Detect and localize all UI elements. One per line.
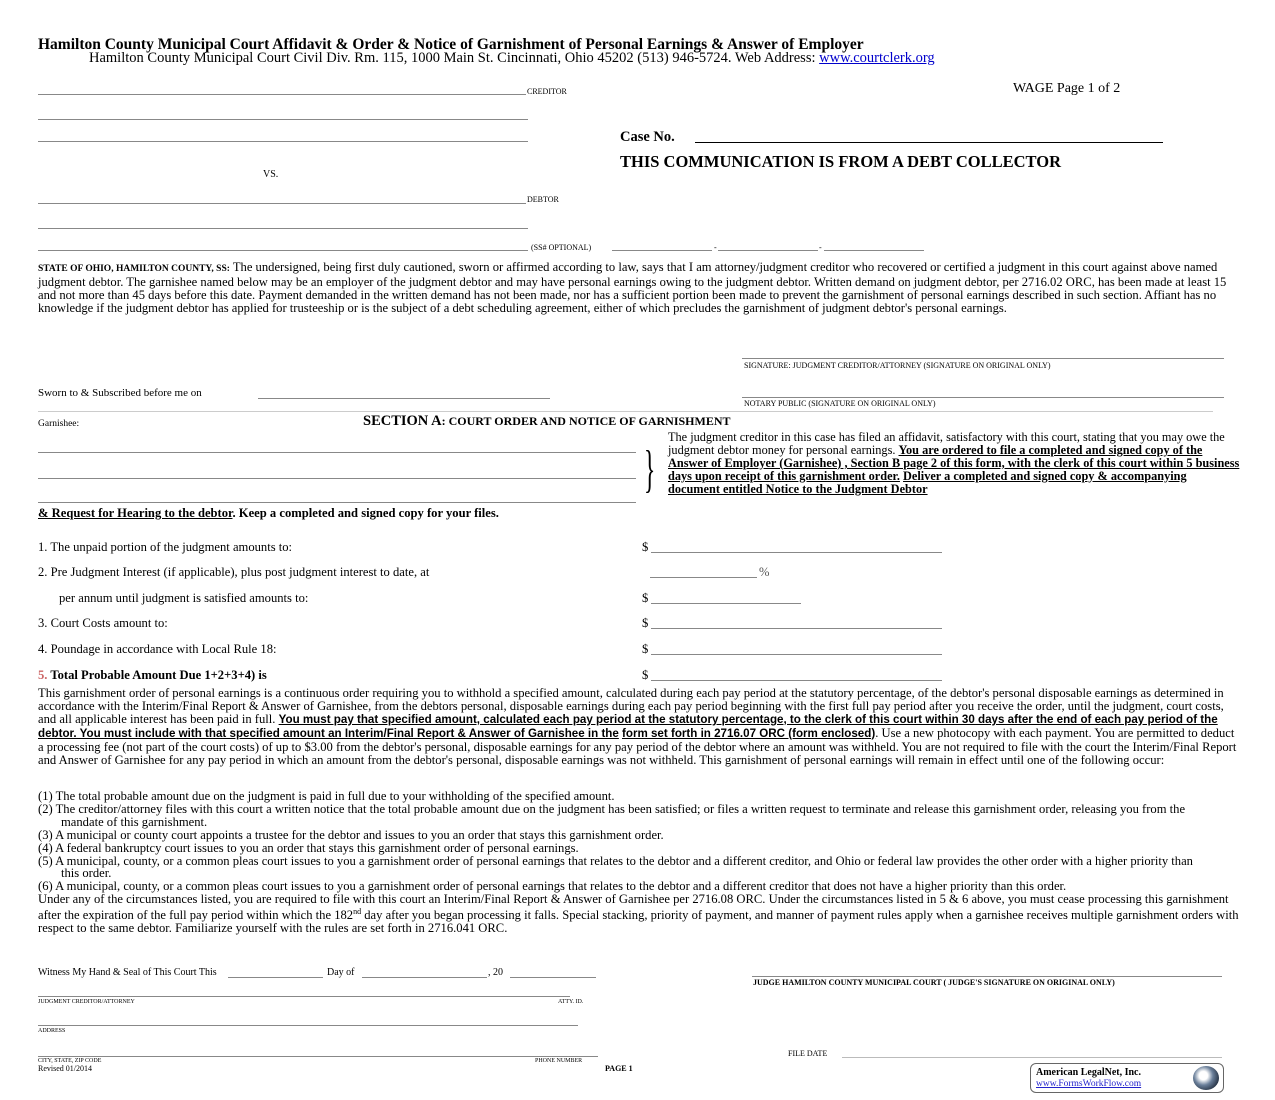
request-for-hearing: & Request for Hearing to the debtor [38, 506, 233, 520]
address-line[interactable] [38, 1025, 578, 1026]
court-web-link[interactable]: www.courtclerk.org [819, 50, 935, 66]
vs-label: VS. [263, 169, 279, 180]
closing-text [38, 893, 1243, 935]
ss-dash-1: - [714, 243, 717, 252]
section-a-title [363, 413, 731, 430]
closing-sup: nd [353, 907, 362, 917]
notary-label: NOTARY PUBLIC (SIGNATURE ON ORIGINAL ONLY) [744, 399, 936, 408]
debtor-line[interactable] [38, 203, 526, 204]
notary-signature-line[interactable] [742, 397, 1224, 398]
ss-field-3[interactable] [824, 250, 924, 251]
condition-5: (5) A municipal, county, or a common pleas court issues to you a garnishment order of personal earnings that relates to the debtor and a different creditor, and Ohio or federal law provides the other order with a higher priority than this order. [38, 853, 1193, 881]
creditor-line-3[interactable] [38, 141, 528, 142]
vendor-link[interactable]: www.FormsWorkFlow.com [1036, 1079, 1142, 1089]
form-title: Hamilton County Municipal Court Affidavit & Order & Notice of Garnishment of Personal Earnings & Answer of Employer [38, 36, 864, 53]
sworn-label: Sworn to & Subscribed before me on [38, 387, 202, 399]
garnishee-line-2[interactable] [38, 478, 636, 479]
affidavit-body: The undersigned, being first duly cautioned, sworn or affirmed according to law, says that I am attorney/judgment creditor who recovered or certified a judgment in this court against above named judgment debtor. The garnishee named below may be an employer of the judgment debtor and may have personal earnings owing to the judgment debtor. Written demand on judgment debtor, per 2716.02 ORC, has been made at least 15 and not more than 45 days before this date. Payment demanded in the written demand has not been made, nor has a sufficient portion been made to prevent the garnishment of personal earnings described in such section. Affiant has no knowledge if the judgment debtor has applied for trusteeship or is the subject of a debt scheduling agreement, either of which precludes the garnishment of judgment debtor's personal earnings. [38, 260, 1227, 315]
order-p1: This garnishment order of personal earnings is a continuous order requiring you to withhold a specified amount, calculated during each pay period at the statutory percentage, of the debtor's personal disposable earnings as determined in accordance with the Interim/Final Report & Answer of Garnishee, from the debtors personal, disposable earnings during each pay period beginning with the first full pay period after you receive the order, until the judgment, court costs, and all applicable interest has been paid in full. [38, 686, 1224, 726]
order-form-ref: form set forth in 2716.07 ORC (form enclosed) [622, 726, 876, 740]
item-2b-field[interactable] [651, 603, 801, 604]
item-5-field[interactable] [651, 680, 942, 681]
item-5-number: 5. [38, 668, 48, 682]
item-3-label: 3. Court Costs amount to: [38, 616, 168, 630]
witness-day-field[interactable] [228, 977, 323, 978]
debtor-line-2[interactable] [38, 228, 528, 229]
day-of-label: Day of [327, 967, 355, 978]
debtor-label: DEBTOR [527, 195, 559, 204]
judge-signature-line[interactable] [752, 976, 1222, 977]
witness-year-field[interactable] [510, 977, 596, 978]
item-2-percent: % [759, 565, 770, 579]
divider [38, 411, 1213, 412]
address-label: ADDRESS [38, 1028, 66, 1034]
creditor-signature-line[interactable] [742, 358, 1224, 359]
witness-label: Witness My Hand & Seal of This Court This [38, 967, 217, 978]
revised-label: Revised 01/2014 [38, 1064, 92, 1073]
globe-logo-icon [1193, 1066, 1219, 1090]
item-3-field[interactable] [651, 628, 942, 629]
item-4-currency: $ [642, 642, 649, 656]
order-text [38, 687, 1243, 766]
condition-1: (1) The total probable amount due on the judgment is paid in full due to your withholding of the specified amount. [38, 789, 615, 803]
closing-b: day after you began processing it falls. Special stacking, priority of payment, and manner of payment rules apply when a garnishee receives multiple garnishment orders with respect to the same debtor. Familiarize yourself with the rules are set forth in 2716.041 ORC. [38, 908, 1239, 936]
section-a-text [668, 431, 1240, 496]
brace-icon: } [644, 441, 656, 498]
page-number: PAGE 1 [605, 1064, 633, 1073]
city-phone-line[interactable] [38, 1056, 598, 1057]
garnishee-line-3[interactable] [38, 502, 636, 503]
item-4-field[interactable] [651, 654, 942, 655]
form-subtitle [89, 50, 935, 67]
sworn-date-field[interactable] [258, 398, 550, 399]
creditor-line-2[interactable] [38, 119, 528, 120]
judge-label: JUDGE HAMILTON COUNTY MUNICIPAL COURT ( JUDGE'S SIGNATURE ON ORIGINAL ONLY) [753, 978, 1115, 987]
section-a-label: SECTION A [363, 413, 442, 429]
item-3-currency: $ [642, 616, 649, 630]
closing-a: Under any of the circumstances listed, you are required to file with this court an Interim/Final Report & Answer of Garnishee per 2716.08 ORC. Under the circumstances listed in 5 & 6 above, you must cease processing this garnishment after the expiration of the full pay period within which the 182 [38, 892, 1229, 923]
ss-field-1[interactable] [612, 250, 712, 251]
order-must-pay: You must pay that specified amount, calculated each pay period at the statutory percentage, to the clerk of this court within 30 days after the end of each pay period of the debtor. You must include with that specified amount an Interim/Final Report & Answer of Garnishee in the [38, 712, 1218, 740]
section-a-subtitle: : COURT ORDER AND NOTICE OF GARNISHMENT [441, 414, 731, 428]
condition-4: (4) A federal bankruptcy court issues to you an order that stays this garnishment order of personal earnings. [38, 840, 579, 855]
item-2-rate-field[interactable] [650, 577, 757, 578]
request-line [38, 506, 499, 521]
debtor-line-3[interactable] [38, 250, 528, 251]
keep-copy: . Keep a completed and signed copy for your files. [232, 506, 499, 520]
city-label: CITY, STATE, ZIP CODE [38, 1058, 102, 1064]
case-no-label: Case No. [620, 129, 675, 145]
section-a-deliver: Deliver a completed and signed copy & accompanying document entitled Notice to the Judgment Debtor [668, 468, 1187, 496]
item-2b-currency: $ [642, 591, 649, 605]
debt-collector-notice: THIS COMMUNICATION IS FROM A DEBT COLLECTOR [620, 152, 1061, 171]
ss-dash-2: - [819, 243, 822, 252]
order-p1-rest: . Use a new photocopy with each payment. You are permitted to deduct a processing fee (not part of the court costs) of up to $3.00 from the debtor's personal, disposable earnings for any pay period of the debtor where an amount was withheld. You are not required to file with the court the Interim/Final Report and Answer of Garnishee for any pay period in which an amount from the debtor's personal, disposable earnings was not withheld. This garnishment of personal earnings will remain in effect until one of the following occur: [38, 725, 1237, 767]
creditor-label: CREDITOR [527, 87, 567, 96]
year-label: , 20 [488, 967, 503, 978]
garnishee-label: Garnishee: [38, 419, 80, 429]
phone-label: PHONE NUMBER [535, 1058, 583, 1064]
item-2-label: 2. Pre Judgment Interest (if applicable), plus post judgment interest to date, at [38, 565, 430, 579]
item-1-currency: $ [642, 540, 649, 554]
case-no-field[interactable] [695, 142, 1163, 143]
file-date-label: FILE DATE [788, 1049, 828, 1058]
court-address: Hamilton County Municipal Court Civil Div. Rm. 115, 1000 Main St. Cincinnati, Ohio 45202 (513) 946-5724. Web Address: [89, 50, 820, 66]
page-label: WAGE Page 1 of 2 [1013, 81, 1121, 96]
vendor-name: American LegalNet, Inc. [1036, 1067, 1141, 1078]
condition-6: (6) A municipal, county, or a common pleas court issues to you a garnishment order of personal earnings that relates to the debtor and a different creditor that does not have a higher priority than this order. [38, 879, 1067, 894]
item-1-field[interactable] [651, 552, 942, 553]
file-date-field[interactable] [842, 1057, 1222, 1058]
item-5-label [38, 668, 267, 683]
item-5-text: Total Probable Amount Due 1+2+3+4) is [47, 668, 267, 682]
atty-id-label: ATTY. ID. [558, 999, 584, 1005]
section-a-intro: The judgment creditor in this case has filed an affidavit, satisfactory with this court, stating that you may owe the judgment debtor money for personal earnings. [668, 430, 1225, 457]
garnishee-line-1[interactable] [38, 452, 636, 453]
affidavit-text [38, 261, 1243, 315]
witness-month-field[interactable] [362, 977, 487, 978]
creditor-attorney-label: JUDGMENT CREDITOR/ATTORNEY [38, 999, 135, 1005]
creditor-line[interactable] [38, 94, 526, 95]
creditor-attorney-line[interactable] [38, 996, 570, 997]
item-4-label: 4. Poundage in accordance with Local Rule 18: [38, 642, 277, 656]
ss-field-2[interactable] [718, 250, 818, 251]
item-1-label: 1. The unpaid portion of the judgment amounts to: [38, 540, 293, 554]
affidavit-lead: STATE OF OHIO, HAMILTON COUNTY, SS: [38, 264, 230, 274]
item-2b-label: per annum until judgment is satisfied amounts to: [59, 591, 309, 605]
conditions-list [38, 790, 1243, 935]
item-5-currency: $ [642, 668, 649, 682]
section-a-order: You are ordered to file a completed and signed copy of the Answer of Employer (Garnishee) , Section B page 2 of this form, with the clerk of this court within 5 business days upon receipt of this garnishment order. [668, 442, 1240, 483]
ss-label: (SS# OPTIONAL) [531, 243, 592, 252]
creditor-signature-label: SIGNATURE: JUDGMENT CREDITOR/ATTORNEY (SIGNATURE ON ORIGINAL ONLY) [744, 361, 1051, 370]
vendor-badge[interactable] [1030, 1063, 1224, 1093]
condition-3: (3) A municipal or county court appoints a trustee for the debtor and issues to you an order that stays this garnishment order. [38, 827, 664, 842]
condition-2: (2) The creditor/attorney files with this court a written notice that the total probable amount due on the judgment has been satisfied; or files a written request to terminate and release this garnishment order, releasing you from the mandate of this garnishment. [38, 801, 1186, 829]
